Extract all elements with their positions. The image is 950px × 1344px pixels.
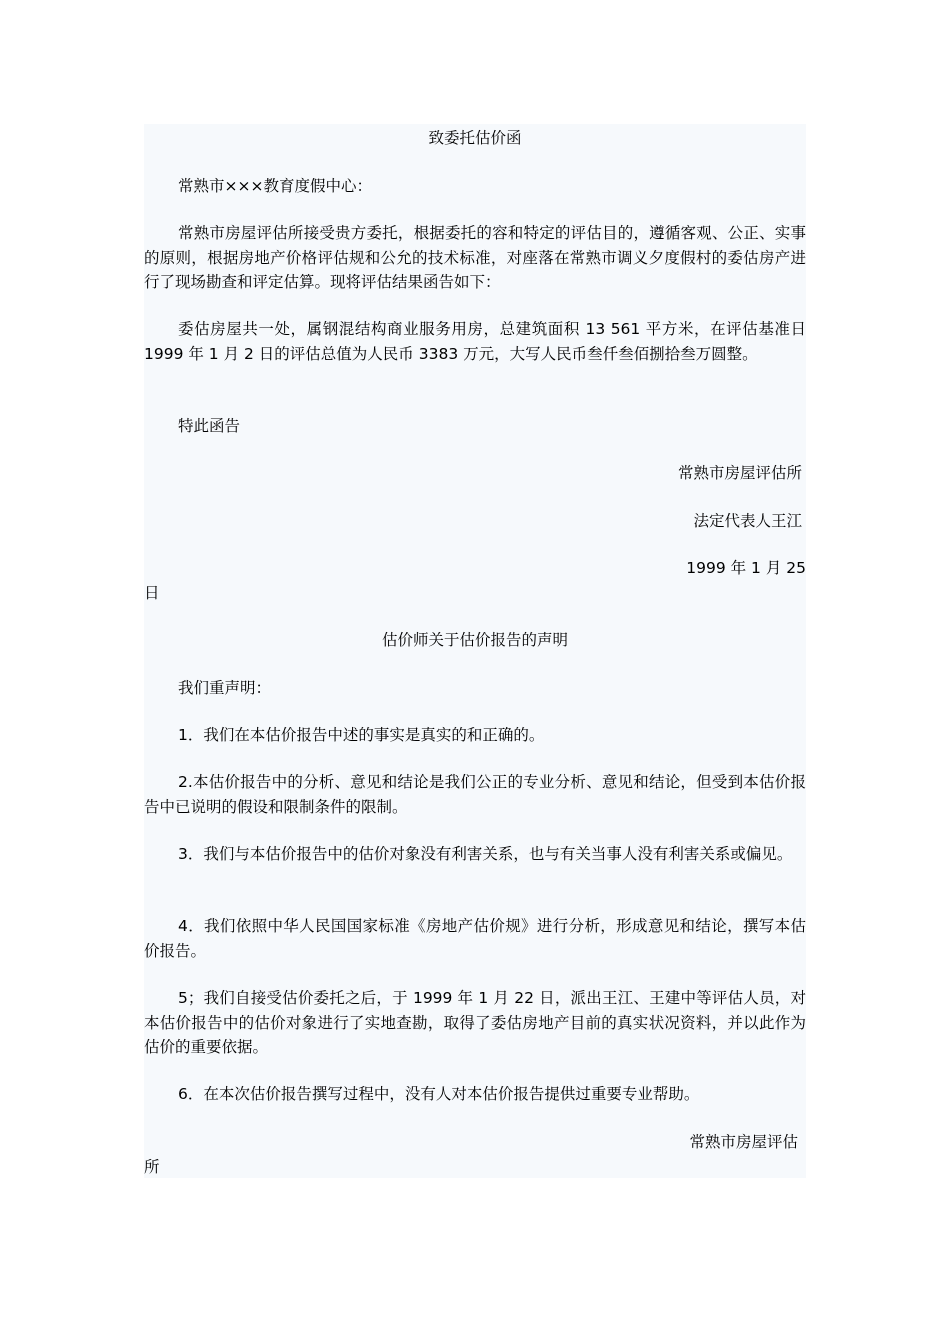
statement-item-6: 6．在本次估价报告撰写过程中，没有人对本估价报告提供过重要专业帮助。 xyxy=(178,1085,700,1103)
letter-salutation: 常熟市×××教育度假中心： xyxy=(178,177,372,195)
letter-representative: 法定代表人王江 xyxy=(693,512,802,530)
statement-intro: 我们重声明： xyxy=(178,679,272,697)
statement-item-1: 1．我们在本估价报告中述的事实是真实的和正确的。 xyxy=(178,726,545,744)
letter-closing: 特此函告 xyxy=(178,417,241,435)
statement-item-3: 3．我们与本估价报告中的估价对象没有利害关系，也与有关当事人没有利害关系或偏见。 xyxy=(178,845,793,863)
letter-signature-org: 常熟市房屋评估所 xyxy=(677,464,802,482)
statement-item-4: 4．我们依照中华人民国国家标准《房地产估价规》进行分析，形成意见和结论，撰写本估价报告。 xyxy=(144,917,806,960)
statement-signature-org: 常熟市房屋评估 xyxy=(689,1133,798,1151)
statement-signature-org-continued: 所 xyxy=(144,1158,160,1176)
document-page xyxy=(144,124,806,1178)
letter-date-continued: 日 xyxy=(144,584,160,602)
statement-item-2: 2.本估价报告中的分析、意见和结论是我们公正的专业分析、意见和结论，但受到本估价报告中已说明的假设和限制条件的限制。 xyxy=(144,773,806,816)
letter-paragraph-1: 常熟市房屋评估所接受贵方委托，根据委托的容和特定的评估目的，遵循客观、公正、实事的原则，根据房地产价格评估规和公允的技术标准，对座落在常熟市调义夕度假村的委估房产进行了现场勘查和评定估算。现将评估结果函告如下： xyxy=(144,224,806,291)
letter-date: 1999 年 1 月 25 xyxy=(686,559,806,577)
statement-item-5: 5；我们自接受估价委托之后，于 1999 年 1 月 22 日，派出王江、王建中等评估人员，对本估价报告中的估价对象进行了实地查勘，取得了委估房地产目前的真实状况资料，并以此作为估价的重要依据。 xyxy=(144,989,806,1056)
letter-title: 致委托估价函 xyxy=(428,129,522,147)
statement-title: 估价师关于估价报告的声明 xyxy=(381,631,568,649)
letter-paragraph-2: 委估房屋共一处，属钢混结构商业服务用房，总建筑面积 13 561 平方米，在评估基准日 1999 年 1 月 2 日的评估总值为人民币 3383 万元，大写人民币叁仟叁佰捌拾叁万圆整。 xyxy=(144,320,806,363)
